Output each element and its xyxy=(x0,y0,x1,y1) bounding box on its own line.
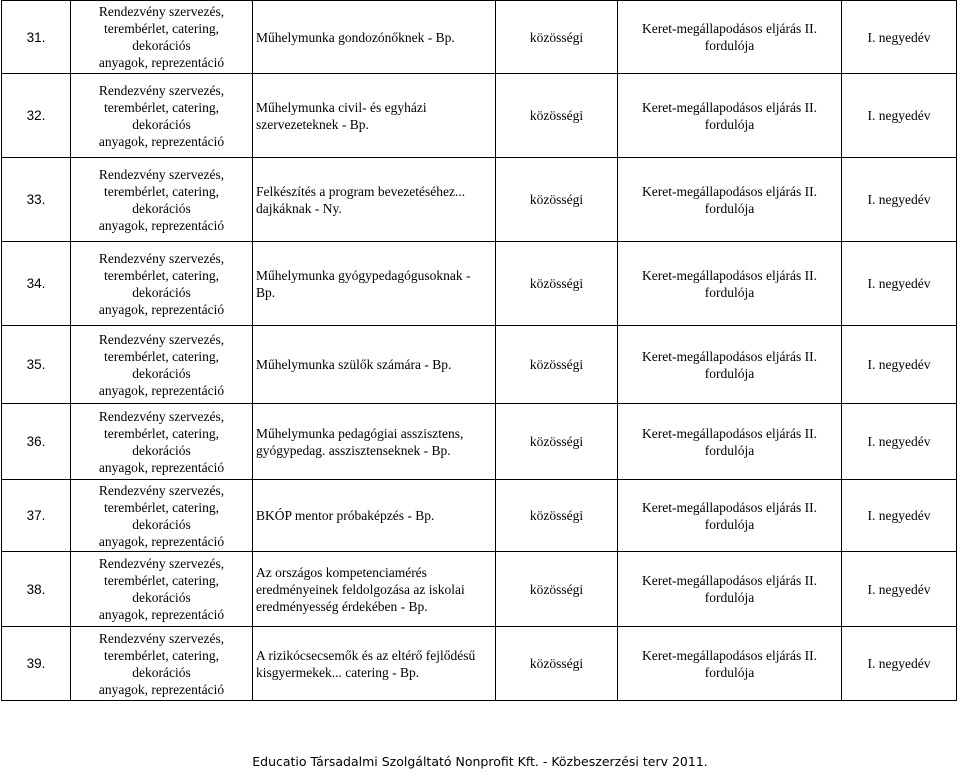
description-cell xyxy=(253,326,496,404)
procedure-line: Keret-megállapodásos eljárás II. xyxy=(641,499,818,515)
quarter-cell: I. negyedév xyxy=(842,552,957,627)
category-line: terembérlet, catering, dekorációs xyxy=(103,183,220,216)
description-line: Felkészítés a program bevezetéséhez... xyxy=(256,183,466,199)
table-row xyxy=(2,480,957,552)
procurement-type: közösségi xyxy=(496,552,618,627)
category-line: anyagok, reprezentáció xyxy=(98,607,225,622)
row-number: 39. xyxy=(2,627,71,701)
table-row xyxy=(2,74,957,158)
description-line: Műhelymunka szülők számára - Bp. xyxy=(256,357,452,372)
category-cell xyxy=(71,74,253,158)
procedure-cell xyxy=(618,326,842,404)
procedure-cell xyxy=(618,242,842,326)
procedure-line: fordulója xyxy=(704,365,755,381)
table-row xyxy=(2,627,957,701)
category-line: Rendezvény szervezés, xyxy=(98,408,225,424)
description-line: Műhelymunka gondozónőknek - Bp. xyxy=(256,29,455,45)
quarter-cell: I. negyedév xyxy=(842,480,957,552)
procedure-line: fordulója xyxy=(704,442,755,458)
description-line: BKÓP mentor próbaképzés - Bp. xyxy=(256,508,435,523)
description-cell xyxy=(253,1,496,74)
procedure-line: Keret-megállapodásos eljárás II. xyxy=(641,99,818,115)
table-row xyxy=(2,1,957,74)
description-line: dajkáknak - Ny. xyxy=(256,200,342,216)
procurement-type: közösségi xyxy=(496,627,618,701)
procedure-line: fordulója xyxy=(704,116,755,132)
category-line: Rendezvény szervezés, xyxy=(98,82,225,98)
description-line: Az országos kompetenciamérés xyxy=(256,564,427,580)
row-number: 31. xyxy=(2,1,71,74)
category-line: anyagok, reprezentáció xyxy=(98,55,225,70)
procurement-type: közösségi xyxy=(496,404,618,480)
category-line: Rendezvény szervezés, xyxy=(98,250,225,266)
category-line: Rendezvény szervezés, xyxy=(98,331,225,347)
procedure-line: fordulója xyxy=(704,590,755,605)
row-number: 38. xyxy=(2,552,71,627)
category-line: anyagok, reprezentáció xyxy=(98,301,225,317)
procurement-type: közösségi xyxy=(496,242,618,326)
category-cell xyxy=(71,404,253,480)
procedure-cell xyxy=(618,158,842,242)
category-line: anyagok, reprezentáció xyxy=(98,533,225,549)
category-line: Rendezvény szervezés, xyxy=(98,556,225,571)
description-cell xyxy=(253,74,496,158)
description-line: szervezeteknek - Bp. xyxy=(256,116,369,132)
procedure-line: Keret-megállapodásos eljárás II. xyxy=(641,348,818,364)
description-cell xyxy=(253,242,496,326)
procedure-line: fordulója xyxy=(704,38,755,53)
category-line: terembérlet, catering, dekorációs xyxy=(103,647,220,680)
procedure-line: Keret-megállapodásos eljárás II. xyxy=(641,425,818,441)
procedure-cell xyxy=(618,404,842,480)
procedure-line: Keret-megállapodásos eljárás II. xyxy=(641,573,818,588)
description-cell xyxy=(253,404,496,480)
table-row xyxy=(2,158,957,242)
description-line: gyógypedag. asszisztenseknek - Bp. xyxy=(256,442,451,458)
table-row xyxy=(2,326,957,404)
category-cell xyxy=(71,242,253,326)
procedure-line: Keret-megállapodásos eljárás II. xyxy=(641,21,818,36)
category-line: terembérlet, catering, dekorációs xyxy=(103,348,220,381)
procurement-type: közösségi xyxy=(496,158,618,242)
category-cell xyxy=(71,627,253,701)
procedure-cell xyxy=(618,480,842,552)
category-line: terembérlet, catering, dekorációs xyxy=(103,21,220,53)
category-line: terembérlet, catering, dekorációs xyxy=(103,267,220,300)
category-line: Rendezvény szervezés, xyxy=(98,630,225,646)
description-cell xyxy=(253,552,496,627)
procedure-line: fordulója xyxy=(704,200,755,216)
description-line: A rizikócsecsemők és az eltérő fejlődésű xyxy=(256,647,476,663)
table-row xyxy=(2,552,957,627)
quarter-cell: I. negyedév xyxy=(842,404,957,480)
description-cell xyxy=(253,480,496,552)
category-line: anyagok, reprezentáció xyxy=(98,681,225,697)
table-row xyxy=(2,242,957,326)
category-line: Rendezvény szervezés, xyxy=(98,4,225,19)
quarter-cell: I. negyedév xyxy=(842,627,957,701)
category-line: anyagok, reprezentáció xyxy=(98,217,225,233)
description-line: Műhelymunka gyógypedagógusoknak - xyxy=(256,267,471,283)
description-cell xyxy=(253,627,496,701)
procedure-cell xyxy=(618,552,842,627)
row-number: 34. xyxy=(2,242,71,326)
procedure-line: fordulója xyxy=(704,664,755,680)
procedure-line: Keret-megállapodásos eljárás II. xyxy=(641,647,818,663)
quarter-cell: I. negyedév xyxy=(842,1,957,74)
description-line: Műhelymunka civil- és egyházi xyxy=(256,99,427,115)
row-number: 36. xyxy=(2,404,71,480)
category-line: terembérlet, catering, dekorációs xyxy=(103,99,220,132)
quarter-cell: I. negyedév xyxy=(842,326,957,404)
procurement-type: közösségi xyxy=(496,326,618,404)
procedure-cell xyxy=(618,627,842,701)
row-number: 37. xyxy=(2,480,71,552)
description-cell xyxy=(253,158,496,242)
procurement-type: közösségi xyxy=(496,480,618,552)
category-cell xyxy=(71,480,253,552)
procedure-cell xyxy=(618,1,842,74)
description-line: Bp. xyxy=(256,284,276,300)
table-row xyxy=(2,404,957,480)
description-line: kisgyermekek... catering - Bp. xyxy=(256,664,420,680)
procurement-table xyxy=(1,0,957,701)
category-line: anyagok, reprezentáció xyxy=(98,459,225,475)
quarter-cell: I. negyedév xyxy=(842,74,957,158)
row-number: 35. xyxy=(2,326,71,404)
procurement-type: közösségi xyxy=(496,74,618,158)
category-line: Rendezvény szervezés, xyxy=(98,166,225,182)
category-line: anyagok, reprezentáció xyxy=(98,382,225,398)
category-line: terembérlet, catering, dekorációs xyxy=(103,573,220,605)
description-line: eredményeinek feldolgozása az iskolai xyxy=(256,581,465,597)
category-line: Rendezvény szervezés, xyxy=(98,482,225,498)
category-line: terembérlet, catering, dekorációs xyxy=(103,499,220,532)
category-cell xyxy=(71,1,253,74)
procedure-cell xyxy=(618,74,842,158)
quarter-cell: I. negyedév xyxy=(842,242,957,326)
category-cell xyxy=(71,326,253,404)
procedure-line: Keret-megállapodásos eljárás II. xyxy=(641,183,818,199)
category-cell xyxy=(71,158,253,242)
row-number: 33. xyxy=(2,158,71,242)
procedure-line: fordulója xyxy=(704,284,755,300)
procedure-line: fordulója xyxy=(704,516,755,532)
procurement-table-body xyxy=(2,1,957,701)
page-footer: Educatio Társadalmi Szolgáltató Nonprofit Kft. - Közbeszerzési terv 2011. xyxy=(252,754,708,769)
quarter-cell: I. negyedév xyxy=(842,158,957,242)
description-line: eredményesség érdekében - Bp. xyxy=(256,598,428,614)
category-line: terembérlet, catering, dekorációs xyxy=(103,425,220,458)
category-line: anyagok, reprezentáció xyxy=(98,133,225,149)
procurement-type: közösségi xyxy=(496,1,618,74)
description-line: Műhelymunka pedagógiai asszisztens, xyxy=(256,425,464,441)
category-cell xyxy=(71,552,253,627)
procedure-line: Keret-megállapodásos eljárás II. xyxy=(641,267,818,283)
row-number: 32. xyxy=(2,74,71,158)
